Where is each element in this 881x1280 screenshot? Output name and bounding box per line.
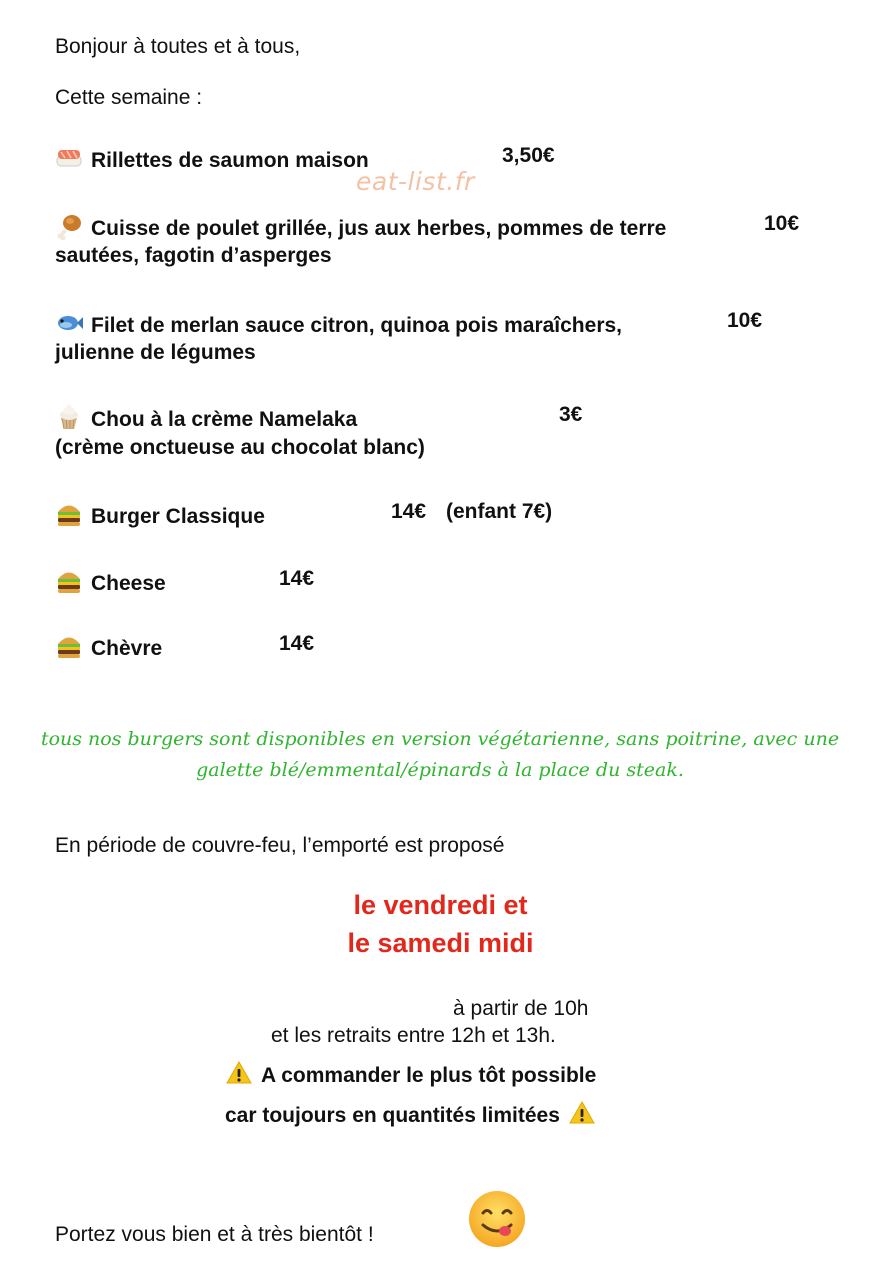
menu-item-merlan xyxy=(55,309,622,338)
warning-line-2 xyxy=(225,1099,596,1128)
item-name-line2: sautées, fagotin d’asperges xyxy=(55,244,332,267)
warning-text-1: A commander le plus tôt possible xyxy=(261,1064,597,1087)
intro-text: Cette semaine : xyxy=(55,86,203,109)
item-price: 3€ xyxy=(559,403,583,426)
warning-text-2: car toujours en quantités limitées xyxy=(225,1104,560,1127)
item-price: 3,50€ xyxy=(502,144,555,167)
pickup-text: et les retraits entre 12h et 13h. xyxy=(271,1024,556,1047)
fish-icon xyxy=(55,309,83,337)
item-name-line2: julienne de légumes xyxy=(55,341,256,364)
curfew-text: En période de couvre-feu, l’emporté est proposé xyxy=(55,834,505,857)
order-from-text: à partir de 10h xyxy=(453,997,589,1020)
item-name: Rillettes de saumon maison xyxy=(91,149,369,172)
item-price: 14€ xyxy=(279,632,315,655)
item-name-line2: (crème onctueuse au chocolat blanc) xyxy=(55,436,425,459)
item-name: Cheese xyxy=(91,572,166,595)
cupcake-icon xyxy=(55,403,83,431)
warning-line-1 xyxy=(225,1059,596,1088)
menu-item-chou xyxy=(55,403,357,432)
item-price: 14€ xyxy=(391,500,427,523)
greeting-text: Bonjour à toutes et à tous, xyxy=(55,35,301,58)
watermark: eat-list.fr xyxy=(356,167,475,196)
item-name: Burger Classique xyxy=(91,505,265,528)
burger-icon xyxy=(55,632,83,660)
item-price: 14€ xyxy=(279,567,315,590)
menu-item-chevre xyxy=(55,632,162,661)
closing-text: Portez vous bien et à très bientôt ! xyxy=(55,1223,374,1246)
item-price: 10€ xyxy=(727,309,763,332)
item-name: Chou à la crème Namelaka xyxy=(91,408,358,431)
item-name: Cuisse de poulet grillée, jus aux herbes, pommes de terre xyxy=(91,217,667,240)
days-line-2: le samedi midi xyxy=(347,928,534,958)
burger-icon xyxy=(55,500,83,528)
yum-face-icon xyxy=(467,1189,527,1249)
days-line-1: le vendredi et xyxy=(353,890,528,920)
sushi-icon xyxy=(55,144,83,172)
veggie-note: tous nos burgers sont disponibles en version végétarienne, sans poitrine, avec une galette blé/emmental/épinards à la place du steak. xyxy=(40,728,840,781)
warning-icon xyxy=(568,1099,596,1127)
menu-item-rillettes xyxy=(55,144,369,173)
item-name: Filet de merlan sauce citron, quinoa pois maraîchers, xyxy=(91,314,622,337)
menu-item-burger-classique xyxy=(55,500,265,529)
burger-icon xyxy=(55,567,83,595)
item-price: 10€ xyxy=(764,212,800,235)
menu-item-cheese xyxy=(55,567,166,596)
item-name: Chèvre xyxy=(91,637,163,660)
chicken-leg-icon xyxy=(55,212,83,240)
menu-item-poulet xyxy=(55,212,666,241)
warning-icon xyxy=(225,1059,253,1087)
item-child-price: (enfant 7€) xyxy=(446,500,553,523)
